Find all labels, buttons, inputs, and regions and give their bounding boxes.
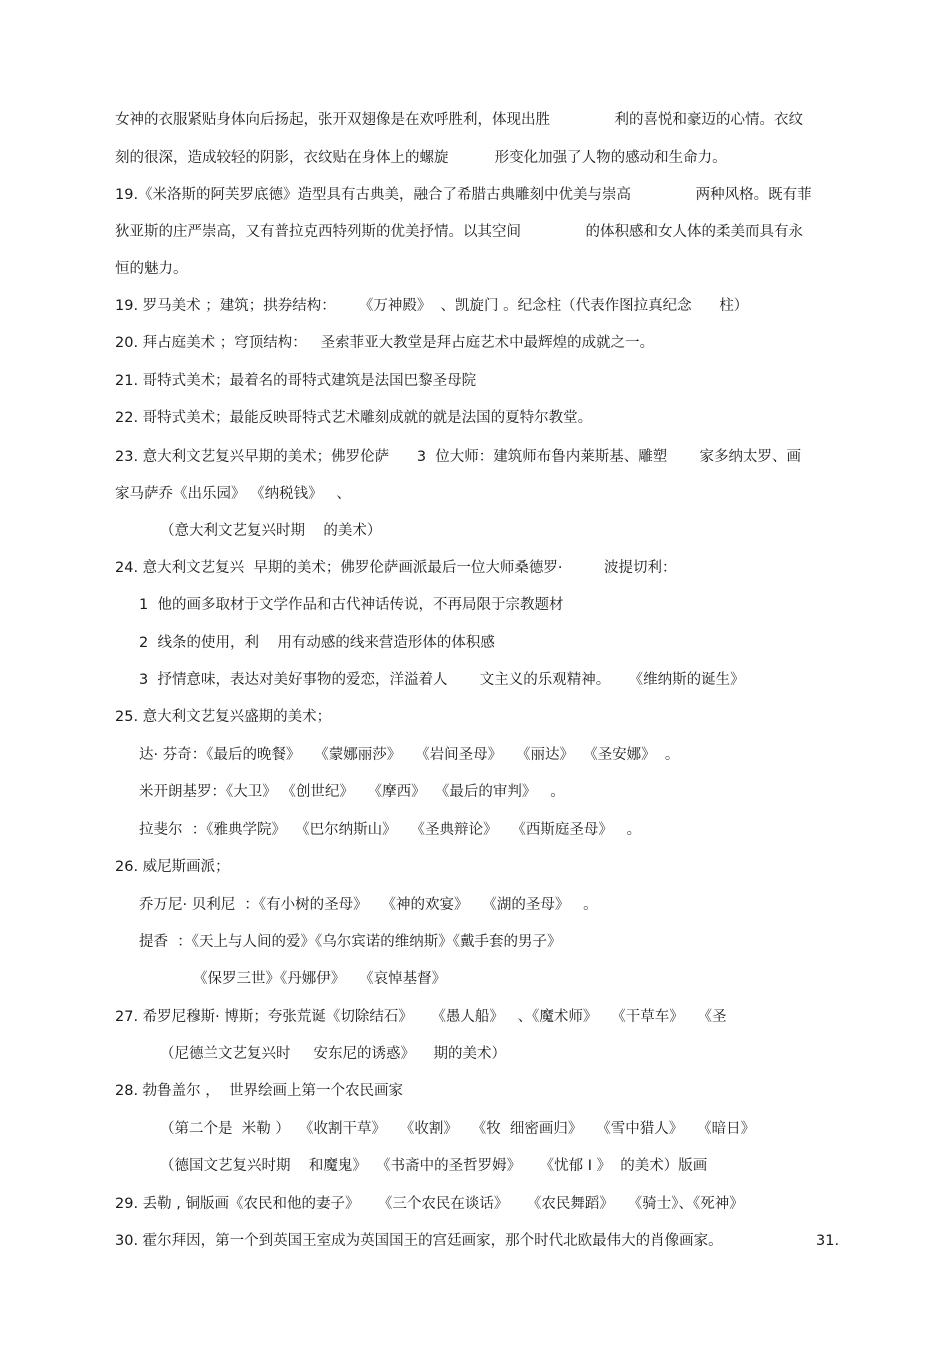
text-line: 拉斐尔 ：《雅典学院》 《巴尔纳斯山》 《圣典辩论》 《西斯庭圣母》 。 xyxy=(139,822,642,838)
text-line: 23. 意大利文艺复兴早期的美术；佛罗伦萨 3 位大师：建筑师布鲁内莱斯基、雕塑 家多纳太罗、画 xyxy=(115,449,802,465)
text-line: 2 线条的使用，利 用有动感的线来营造形体的体积感 xyxy=(139,635,495,651)
text-line: （第二个是 米勒 ） 《收割干草》 《收割》 《牧 细密画归》 《雪中猎人》 《暗日》 xyxy=(160,1121,756,1137)
text-line: 刻的很深，造成较轻的阴影，衣纹贴在身体上的螺旋 形变化加强了人物的感动和生命力。 xyxy=(115,150,727,166)
text-line: 25. 意大利文艺复兴盛期的美术； xyxy=(115,709,332,725)
text-line: 提香 ：《天上与人间的爱》《乌尔宾诺的维纳斯》《戴手套的男子》 xyxy=(139,934,562,950)
text-line: 米开朗基罗：《大卫》 《创世纪》 《摩西》 《最后的审判》 。 xyxy=(139,784,565,800)
text-line: 女神的衣服紧贴身体向后扬起，张开双翅像是在欢呼胜利，体现出胜 利的喜悦和豪迈的心情。衣纹 xyxy=(115,112,804,128)
text-line: 3 抒情意味，表达对美好事物的爱恋，洋溢着人 文主义的乐观精神。 《维纳斯的诞生》 xyxy=(139,672,745,688)
text-line: 《保罗三世》《丹娜伊》 《哀悼基督》 xyxy=(193,971,447,987)
text-line: 狄亚斯的庄严崇高，又有普拉克西特列斯的优美抒情。以其空间 的体积感和女人体的柔美而具有永 xyxy=(115,224,804,240)
next-item-number: 31. xyxy=(816,1233,840,1249)
text-line: 19. 罗马美术 ；建筑；拱券结构： 《万神殿》 、凯旋门 。纪念柱（代表作图拉真纪念 柱） xyxy=(115,298,749,314)
text-line: 20. 拜占庭美术 ；穹顶结构： 圣索菲亚大教堂是拜占庭艺术中最辉煌的成就之一。 xyxy=(115,335,655,351)
text-line: （意大利文艺复兴时期 的美术） xyxy=(160,523,382,539)
text-line: 28. 勃鲁盖尔 ， 世界绘画上第一个农民画家 xyxy=(115,1083,403,1099)
text-line: 恒的魅力。 xyxy=(115,261,188,277)
text-line: 19.《米洛斯的阿芙罗底德》造型具有古典美，融合了希腊古典雕刻中优美与崇高 两种风格。既有菲 xyxy=(115,187,812,203)
text-line: （尼德兰文艺复兴时 安东尼的诱惑》 期的美术） xyxy=(160,1046,506,1062)
text-line: 30. 霍尔拜因，第一个到英国王室成为英国国王的宫廷画家，那个时代北欧最伟大的肖像画家。 xyxy=(115,1233,723,1249)
text-line: 21. 哥特式美术；最着名的哥特式建筑是法国巴黎圣母院 xyxy=(115,373,477,389)
text-line: 乔万尼· 贝利尼 ：《有小树的圣母》 《神的欢宴》 《湖的圣母》 。 xyxy=(139,897,598,913)
text-line: 家马萨乔《出乐园》 《纳税钱》 、 xyxy=(115,486,351,502)
text-line: 29. 丢勒 , 铜版画《农民和他的妻子》 《三个农民在谈话》 《农民舞蹈》 《骑士》、《死神》 xyxy=(115,1196,744,1212)
text-line: （德国文艺复兴时期 和魔鬼》 《书斋中的圣哲罗姆》 《忧郁 Ⅰ 》 的美术）版画 xyxy=(160,1158,708,1174)
text-line: 26. 威尼斯画派； xyxy=(115,859,230,875)
text-line: 24. 意大利文艺复兴 早期的美术；佛罗伦萨画派最后一位大师桑德罗· 波提切利： xyxy=(115,560,677,576)
text-line: 22. 哥特式美术；最能反映哥特式艺术雕刻成就的就是法国的夏特尔教堂。 xyxy=(115,410,593,426)
text-line: 1 他的画多取材于文学作品和古代神话传说，不再局限于宗教题材 xyxy=(139,597,564,613)
text-line: 达· 芬奇：《最后的晚餐》 《蒙娜丽莎》 《岩间圣母》 《丽达》 《圣安娜》 。 xyxy=(139,747,680,763)
text-line: 27. 希罗尼穆斯· 博斯；夸张荒诞《切除结石》 《愚人船》 、《魔术师》 《干草车》 《圣 xyxy=(115,1009,727,1025)
